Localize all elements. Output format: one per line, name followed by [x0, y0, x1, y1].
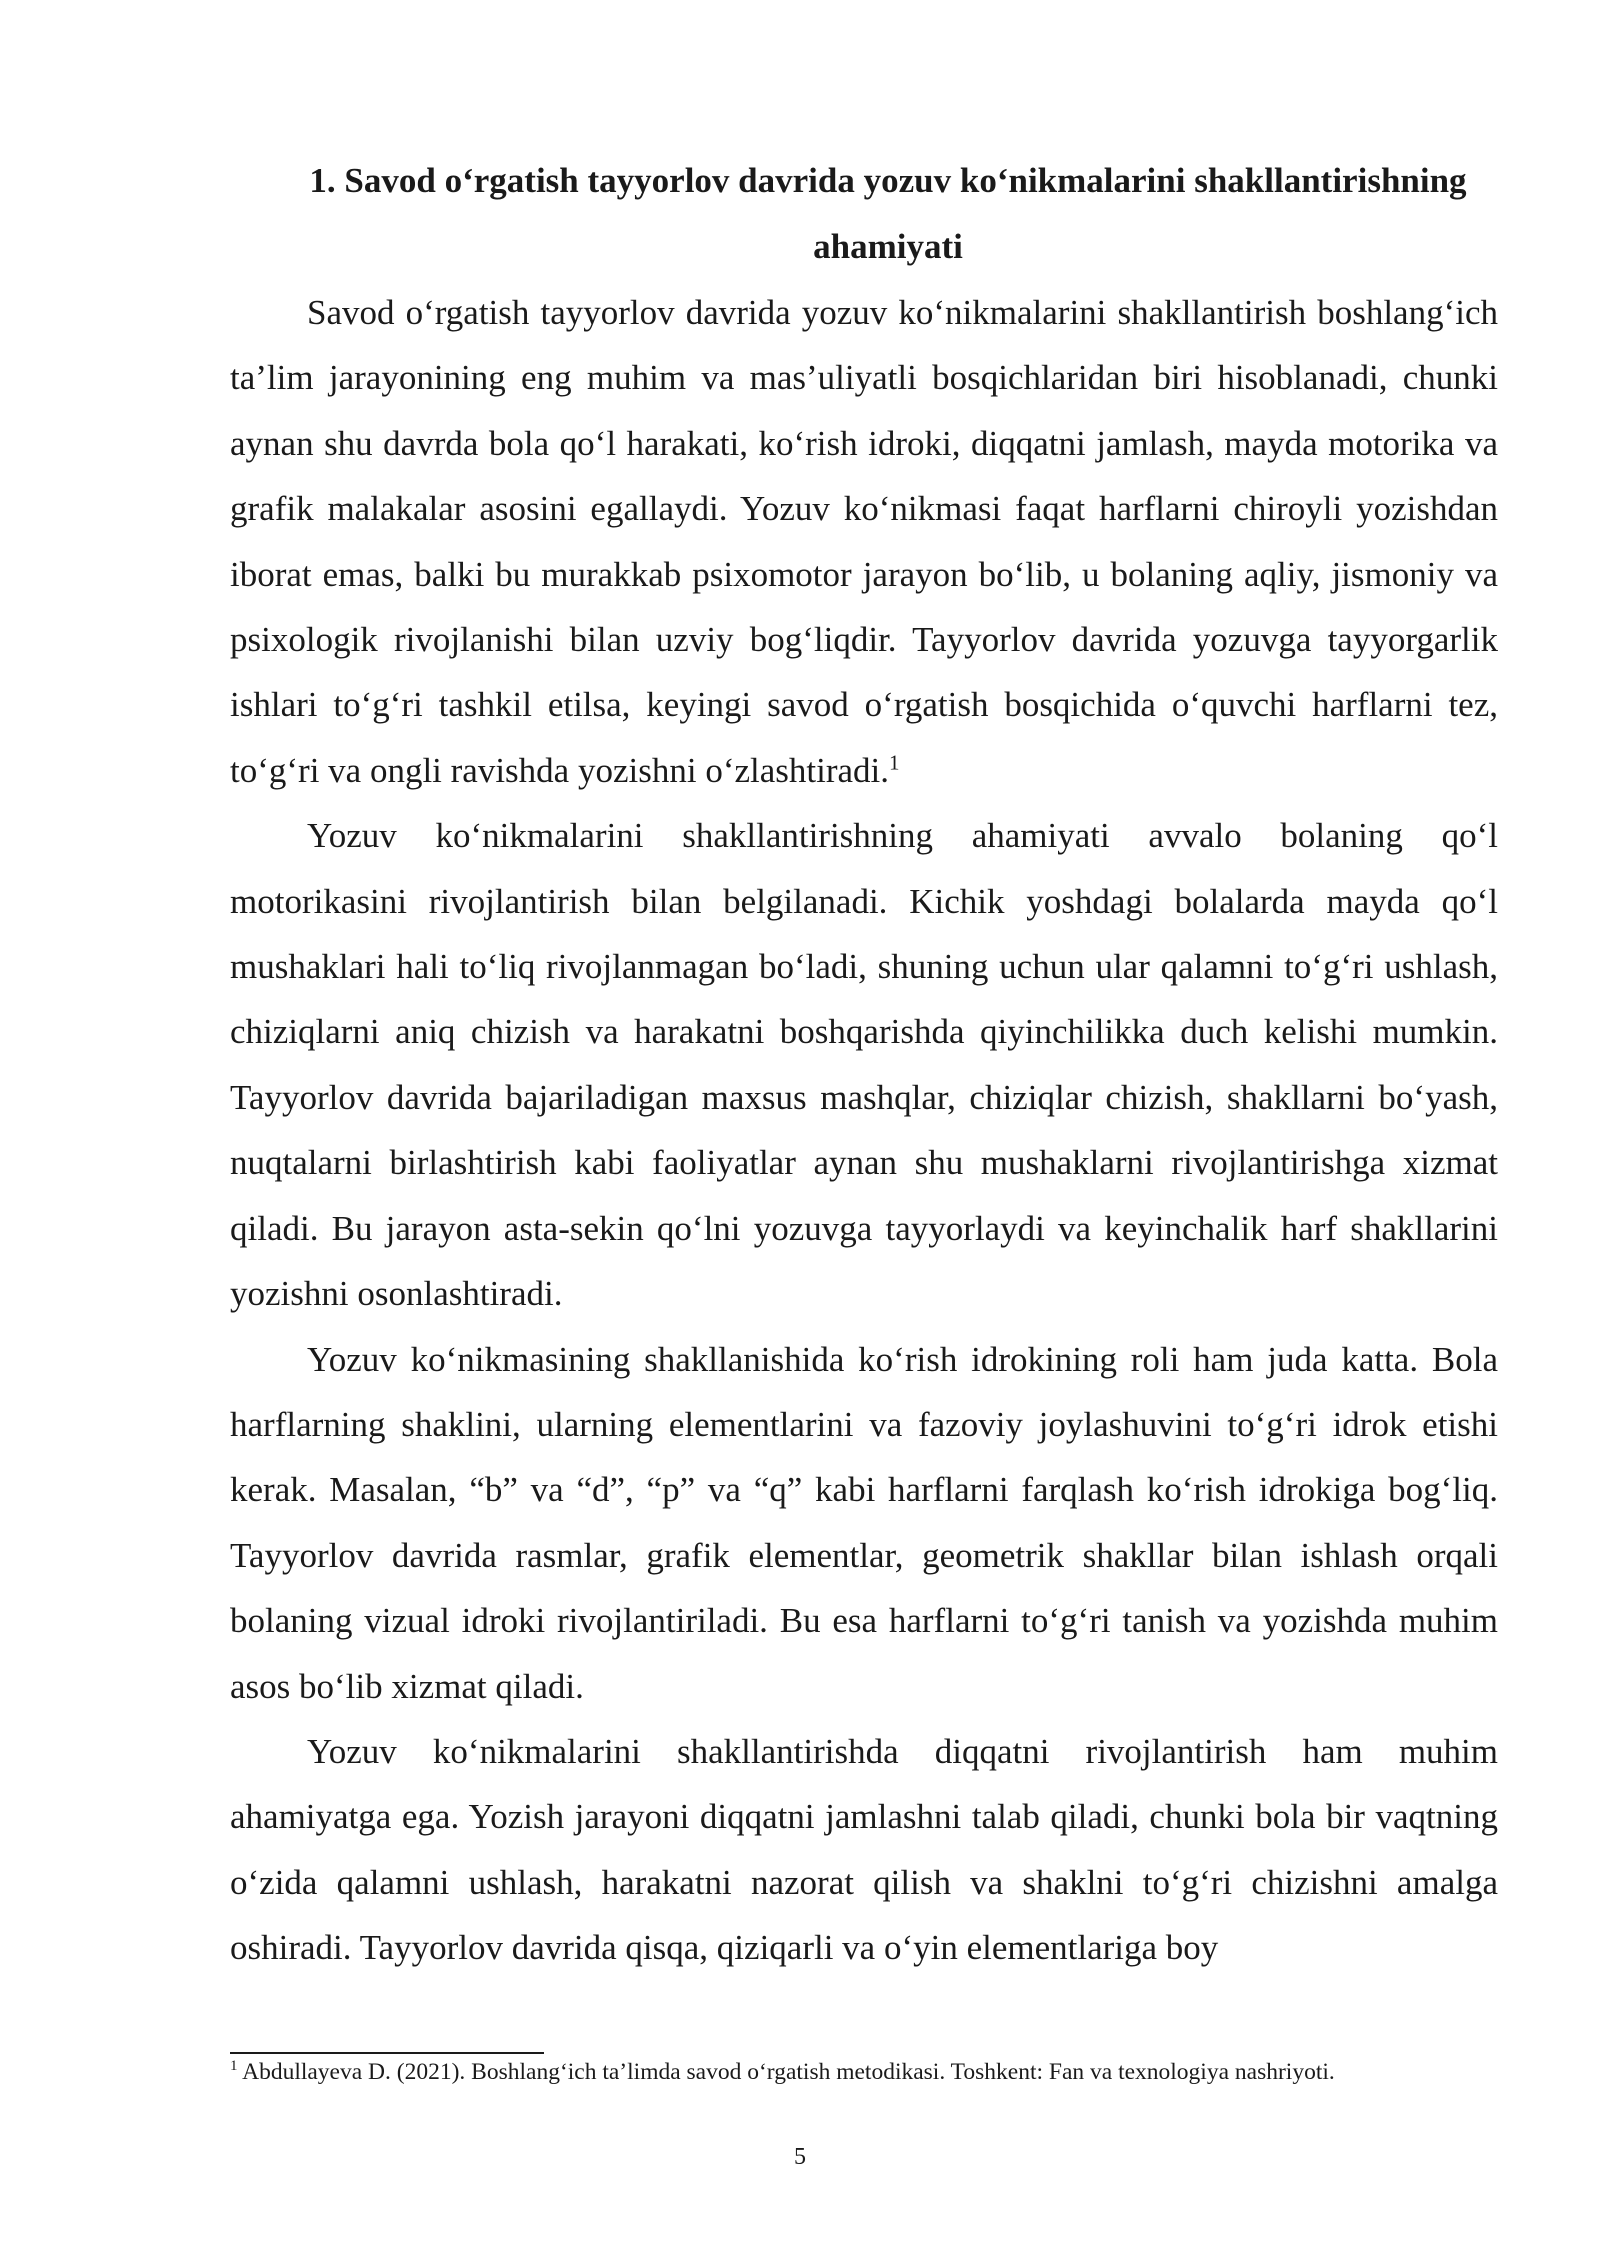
paragraph-1-text: Savod o‘rgatish tayyorlov davrida yozuv ko‘nikmalarini shakllantirish boshlang‘ich ta’lim jarayonining eng muhim va mas’uliyatli bosqichlaridan biri hisoblanadi, chunki aynan shu davrda bola qo‘l harakati, ko‘rish idroki, diqqatni jamlash, mayda motorika va grafik malakalar asosini egallaydi. Yozuv ko‘nikmasi faqat harflarni chiroyli yozishdan iborat emas, balki bu murakkab psixomotor jarayon bo‘lib, u bolaning aqliy, jismoniy va psixologik rivojlanishi bilan uzviy bog‘liqdir. Tayyorlov davrida yozuvga tayyorgarlik ishlari to‘g‘ri tashkil etilsa, keyingi savod o‘rgatish bosqichida o‘quvchi harflarni tez, to‘g‘ri va ongli ravishda yozishni o‘zlashtiradi. — [230, 293, 1498, 790]
section-heading — [230, 148, 1498, 280]
section-heading-line2: ahamiyati — [813, 227, 963, 266]
section-heading-line1: 1. Savod o‘rgatish tayyorlov davrida yozuv ko‘nikmalarini shakllantirishning — [309, 161, 1467, 200]
footnote-separator — [230, 2052, 544, 2054]
paragraph-3: Yozuv ko‘nikmasining shakllanishida ko‘rish idrokining roli ham juda katta. Bola harflarning shaklini, ularning elementlarini va fazoviy joylashuvini to‘g‘ri idrok etishi kerak. Masalan, “b” va “d”, “p” va “q” kabi harflarni farqlash ko‘rish idrokiga bog‘liq. Tayyorlov davrida rasmlar, grafik elementlar, geometrik shakllar bilan ishlash orqali bolaning vizual idroki rivojlantiriladi. Bu esa harflarni to‘g‘ri tanish va yozishda muhim asos bo‘lib xizmat qiladi. — [230, 1339, 1498, 1706]
footnote — [230, 2056, 1460, 2088]
footnote-marker: 1 — [230, 2058, 238, 2075]
paragraph-4: Yozuv ko‘nikmalarini shakllantirishda diqqatni rivojlantirish ham muhim ahamiyatga ega. Yozish jarayoni diqqatni jamlashni talab qiladi, chunki bola bir vaqtning o‘zida qalamni ushlash, harakatni nazorat qilish va shaklni to‘g‘ri chizishni amalga oshiradi. Tayyorlov davrida qisqa, qiziqarli va o‘yin elementlariga boy — [230, 1731, 1498, 1968]
document-page — [230, 148, 1498, 1981]
footnote-text: Abdullayeva D. (2021). Boshlang‘ich ta’limda savod o‘rgatish metodikasi. Toshkent: Fan va texnologiya nashriyoti. — [242, 2059, 1335, 2085]
paragraph-1 — [230, 280, 1498, 803]
page-number: 5 — [794, 2144, 806, 2170]
footnote-reference: 1 — [889, 750, 900, 775]
paragraph-2: Yozuv ko‘nikmalarini shakllantirishning ahamiyati avvalo bolaning qo‘l motorikasini rivojlantirish bilan belgilanadi. Kichik yoshdagi bolalarda mayda qo‘l mushaklari hali to‘liq rivojlanmagan bo‘ladi, shuning uchun ular qalamni to‘g‘ri ushlash, chiziqlarni aniq chizish va harakatni boshqarishda qiyinchilikka duch kelishi mumkin. Tayyorlov davrida bajariladigan maxsus mashqlar, chiziqlar chizish, shakllarni bo‘yash, nuqtalarni birlashtirish kabi faoliyatlar aynan shu mushaklarni rivojlantirishga xizmat qiladi. Bu jarayon asta-sekin qo‘lni yozuvga tayyorlaydi va keyinchalik harf shakllarini yozishni osonlashtiradi. — [230, 816, 1498, 1314]
